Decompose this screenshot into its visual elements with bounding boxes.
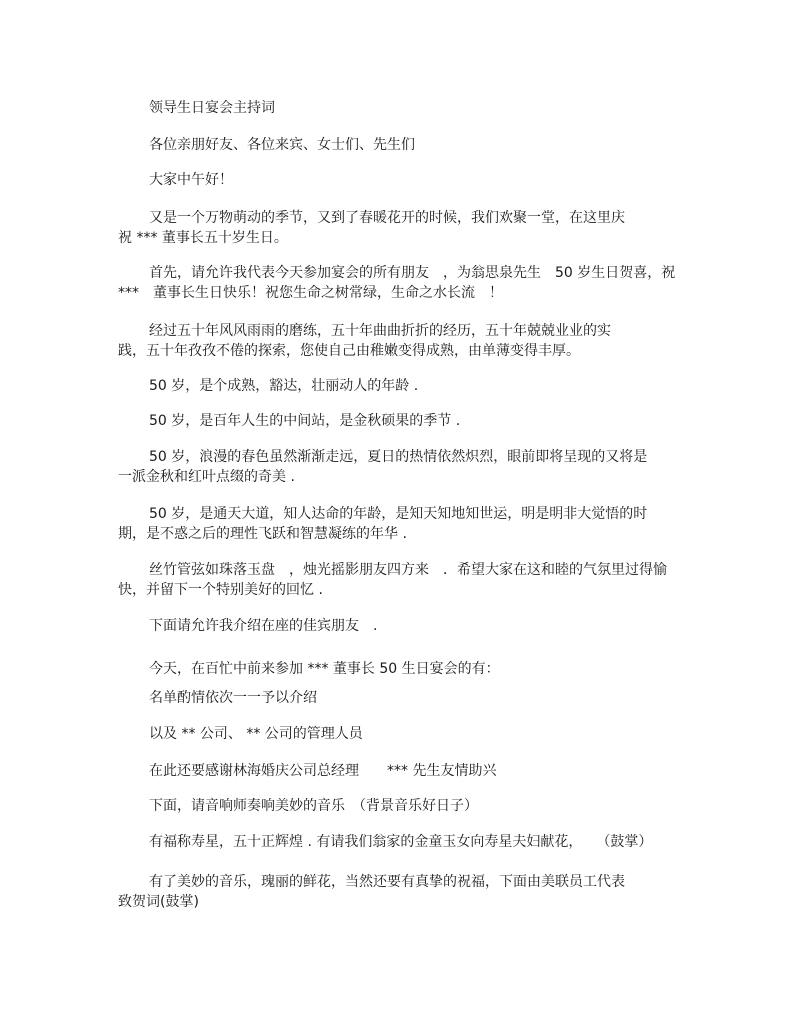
- paragraph-companies-line-1: 以及 ** 公司、 ** 公司的管理人员: [149, 726, 363, 742]
- paragraph-attendees-line-1: 今天，在百忙中前来参加 *** 董事长 50 生日宴会的有：: [149, 661, 500, 677]
- paragraph-destiny-line-1: 50 岁，是通天大道，知人达命的年龄，是知天知地知世运，明是明非大觉悟的时: [149, 506, 648, 522]
- paragraph-spring-line-2: 一派金秋和红叶点缀的奇美 .: [118, 469, 295, 485]
- paragraph-destiny-line-2: 期，是不惑之后的理性飞跃和智慧凝练的年华 .: [118, 526, 407, 542]
- paragraph-mature-line-1: 50 岁，是个成熟，豁达，壮丽动人的年龄 .: [149, 378, 419, 394]
- paragraph-fifty-years-line-2: 践，五十年孜孜不倦的探索，您使自己由稚嫩变得成熟，由单薄变得丰厚。: [118, 343, 580, 359]
- paragraph-greeting-line-1: 各位亲朋好友、各位来宾、女士们、先生们: [149, 137, 415, 153]
- paragraph-good-noon-line-1: 大家中午好！: [149, 172, 233, 188]
- paragraph-spring-line-1: 50 岁，浪漫的春色虽然渐渐走远，夏日的热情依然炽烈，眼前即将呈现的又将是: [149, 449, 648, 465]
- paragraph-first-line-2: *** 董事长生日快乐！祝您生命之树常绿，生命之水长流 ！: [118, 285, 503, 301]
- paragraph-thanks-line-1: 在此还要感谢林海婚庆公司总经理 *** 先生友情助兴: [149, 763, 497, 779]
- paragraph-season-line-1: 又是一个万物萌动的季节，又到了春暖花开的时候，我们欢聚一堂，在这里庆: [149, 210, 625, 226]
- paragraph-flowers-line-1: 有福称寿星，五十正辉煌 . 有请我们翁家的金童玉女向寿星夫妇献花， （鼓掌）: [149, 834, 653, 850]
- paragraph-background-music-line-1: 下面，请音响师奏响美妙的音乐 （背景音乐好日子）: [149, 798, 478, 814]
- paragraph-music-line-1: 丝竹管弦如珠落玉盘 ，烛光摇影朋友四方来 ．希望大家在这和睦的气氛里过得愉: [149, 562, 667, 578]
- paragraph-season-line-2: 祝 *** 董事长五十岁生日。: [118, 230, 288, 246]
- paragraph-midpoint-line-1: 50 岁，是百年人生的中间站，是金秋硕果的季节 .: [149, 413, 461, 429]
- paragraph-attendees-line-2: 名单酌情依次一一予以介绍: [149, 690, 317, 706]
- paragraph-blessing-line-1: 有了美妙的音乐，瑰丽的鲜花，当然还要有真挚的祝福，下面由美联员工代表: [149, 874, 625, 890]
- paragraph-blessing-line-2: 致贺词(鼓掌): [118, 894, 199, 910]
- paragraph-first-line-1: 首先，请允许我代表今天参加宴会的所有朋友 ，为翁思泉先生 50 岁生日贺喜，祝: [149, 265, 676, 281]
- document-title: 领导生日宴会主持词: [149, 100, 275, 116]
- paragraph-music-line-2: 快，并留下一个特别美好的回忆 .: [118, 582, 323, 598]
- paragraph-introduce-line-1: 下面请允许我介绍在座的佳宾朋友 .: [149, 618, 378, 634]
- paragraph-fifty-years-line-1: 经过五十年风风雨雨的磨练，五十年曲曲折折的经历，五十年兢兢业业的实: [149, 323, 611, 339]
